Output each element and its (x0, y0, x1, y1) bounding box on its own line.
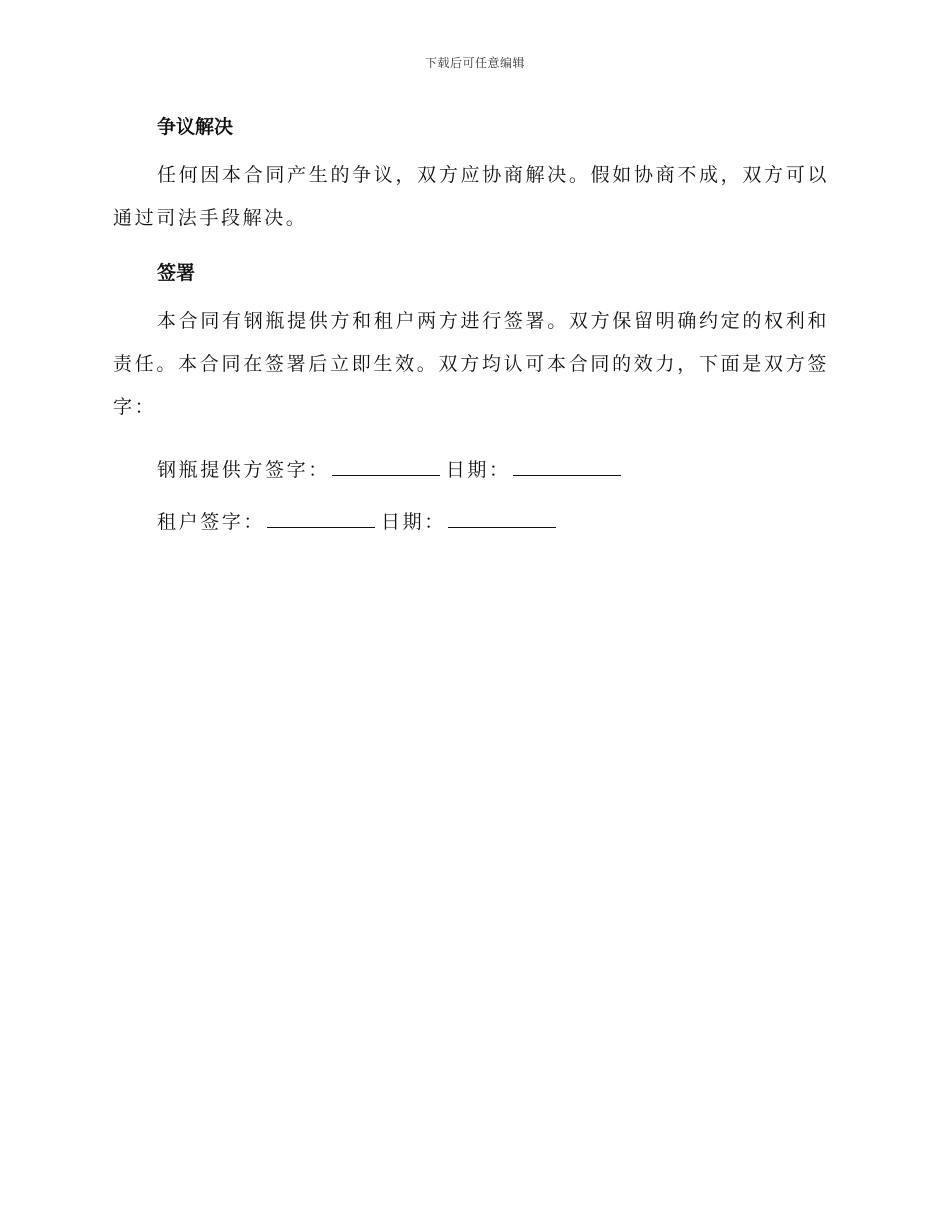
date-label-supplier: 日期： (445, 459, 511, 481)
signature-line-supplier (157, 455, 829, 485)
date-blank-supplier (513, 457, 621, 476)
signature-line-tenant (157, 507, 829, 537)
signature-label-tenant: 租户签字： (157, 511, 266, 533)
date-label-tenant: 日期： (381, 511, 446, 533)
section-heading-dispute: 争议解决 (157, 116, 234, 138)
signature-label-supplier: 钢瓶提供方签字： (157, 459, 330, 481)
section-paragraph-dispute: 任何因本合同产生的争议，双方应协商解决。假如协商不成，双方可以通过司法手段解决。 (113, 164, 829, 229)
signature-blank-tenant (267, 509, 375, 528)
document-body (113, 112, 829, 537)
date-blank-tenant (448, 509, 556, 528)
section-heading-signing: 签署 (157, 262, 196, 284)
signature-blank-supplier (332, 457, 440, 476)
section-paragraph-signing: 本合同有钢瓶提供方和租户两方进行签署。双方保留明确约定的权利和责任。本合同在签署后立即生效。双方均认可本合同的效力，下面是双方签字： (113, 310, 829, 418)
page-header: 下载后可任意编辑 (424, 56, 525, 70)
